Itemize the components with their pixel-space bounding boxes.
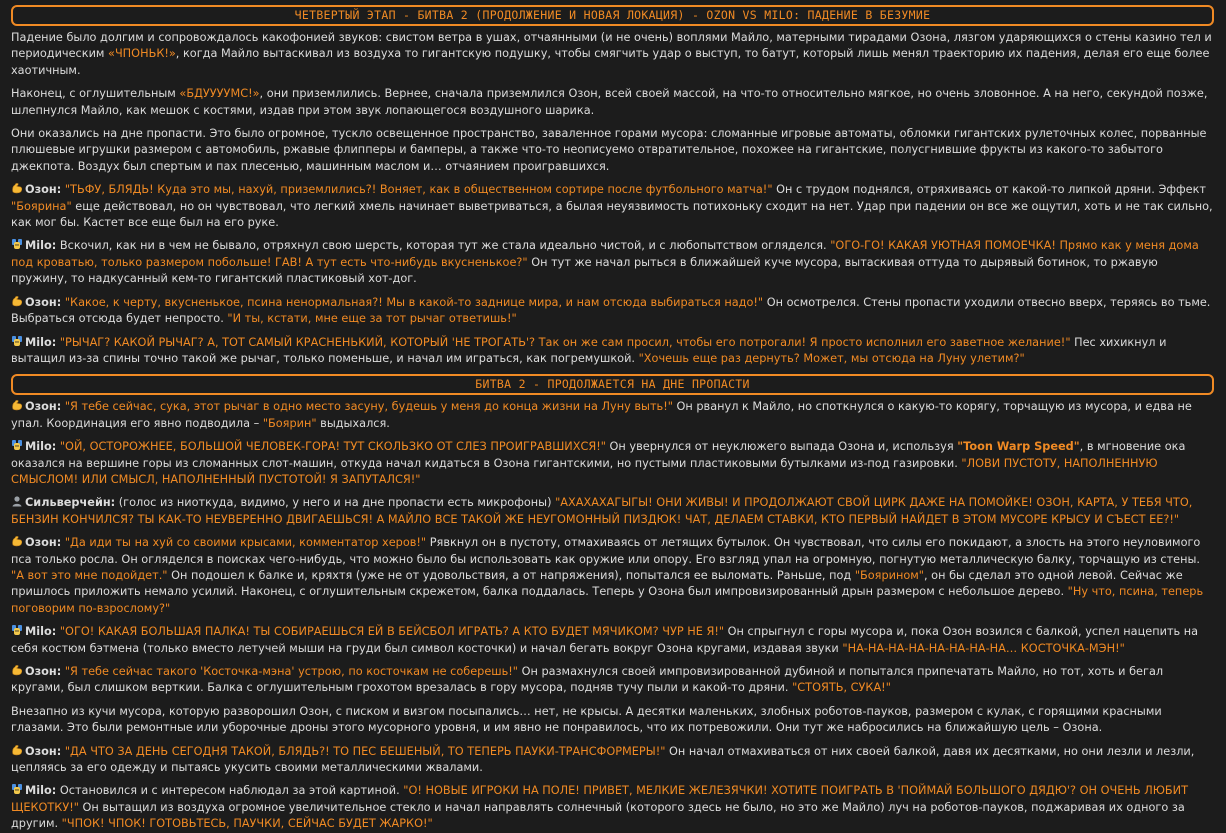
quote-text: "ОЙ, ОСТОРОЖНЕЕ, БОЛЬШОЙ ЧЕЛОВЕК-ГОРА! ТУТ СКОЛЬЗКО ОТ СЛЕЗ ПРОИГРАВШИХСЯ!" <box>59 440 606 454</box>
dialog-entry <box>11 495 1214 528</box>
speaker-name: Озон: <box>25 665 62 678</box>
narration-text: Он подошел к балке и, кряхтя (уже не от удовольствия, а от напряжения), попытался ее выломать. Раньше, под <box>167 568 855 582</box>
flexed-biceps-icon <box>11 744 23 756</box>
narration-text: Он рванул к Майло, но споткнулся о какую-то корягу, торчащую из мусора, и едва не упал. Координация его явно подводила – <box>11 400 1192 430</box>
narration-text: Внезапно из кучи мусора, которую разворошил Озон, с писком и визгом посыпались… нет, не крысы. А десятки маленьких, злобных роботов-пауков, размером с кулак, с горящими красными глазами. Это были ремонтные или уборочные дроны этого мусорного уровня, и им явно не понравилось, что их потревожили. Они тут же набросились на ближайшую цель – Озона. <box>11 704 1162 735</box>
flexed-biceps-icon <box>11 182 23 194</box>
quote-text: "ОГО-ГО! КАКАЯ УЮТНАЯ ПОМОЕЧКА! Прямо как у меня дома под кроватью, только размером побольше! ГАВ! А тут есть что-нибудь вкусненькое?" <box>11 239 1199 269</box>
dialog-entry <box>11 744 1214 777</box>
quote-text: «БДУУУУМС!» <box>179 87 260 101</box>
narration-text: Он спрыгнул с горы мусора и, пока Озон возился с балкой, успел нацепить на себя костюм бэтмена (только вместо летучей мыши на груди был символ косточки) и начал бегать вокруг Озона кругами, издавая звуки <box>11 625 1199 655</box>
dialog-entry <box>11 238 1214 287</box>
paragraph <box>11 126 1214 175</box>
flexed-biceps-icon <box>11 535 23 547</box>
quote-text: "Ну что, псина, теперь поговорим по-взрослому?" <box>11 585 1204 615</box>
speaker-name: Сильверчейн: <box>25 496 116 510</box>
person-silhouette-icon <box>11 495 23 507</box>
speaker-name: Milo: <box>25 625 57 639</box>
paragraph <box>11 704 1214 737</box>
narration-text: Он осмотрелся. Стены пропасти уходили отвесно вверх, теряясь во тьме. Выбраться отсюда будет непросто. <box>11 295 1211 326</box>
dog-face-icon <box>11 624 23 636</box>
quote-text: "СТОЯТЬ, СУКА!" <box>792 681 891 695</box>
narration-text: Он вытащил из воздуха огромное увеличительное стекло и начал направлять солнечный (которого здесь не было, но это же Майло) луч на роботов-пауков, поджаривая их одного за другим. <box>11 800 1185 831</box>
speaker-name: Milo: <box>25 335 57 349</box>
quote-text: "ОГО! КАКАЯ БОЛЬШАЯ ПАЛКА! ТЫ СОБИРАЕШЬСЯ ЕЙ В БЕЙСБОЛ ИГРАТЬ? А КТО БУДЕТ МЯЧИКОМ? ЧУР НЕ Я!" <box>59 625 725 639</box>
narration-text: , он бы сделал это одной левой. Сейчас же пришлось приложить немало усилий. Наконец, с оглушительным скрежетом, балка поддалась. Теперь у Озона был импровизированный дрын размером с небольшое дерево. <box>11 568 1183 599</box>
quote-text: "Я тебе сейчас такого 'Косточка-мэна' устрою, по косточкам не соберешь!" <box>64 665 518 678</box>
speaker-name: Озон: <box>25 744 62 758</box>
dialog-entry <box>11 295 1214 328</box>
quote-text: "Боярина" <box>11 199 72 213</box>
speaker-name: Озон: <box>25 295 62 309</box>
narration-text: Остановился и с интересом наблюдал за этой картиной. <box>56 784 404 798</box>
quote-text: "РЫЧАГ? КАКОЙ РЫЧАГ? А, ТОТ САМЫЙ КРАСНЕНЬКИЙ, КОТОРЫЙ 'НЕ ТРОГАТЬ'? Так он же сам просил, чтобы его потрогали! Я просто исполнил его заветное желание!" <box>59 335 1071 349</box>
narration-text: Он начал отмахиваться от них своей балкой, давя их десятками, но они лезли и лезли, цепляясь за его одежду и пытаясь укусить своими металлическими жвалами. <box>11 744 1195 775</box>
quote-text: "А вот это мне подойдет." <box>11 568 168 582</box>
narration-text: Он увернулся от неуклюжего выпада Озона и, используя <box>605 440 958 454</box>
quote-text: "НА-НА-НА-НА-НА-НА-НА-НА… КОСТОЧКА-МЭН!" <box>842 641 1125 655</box>
narration-text: , в мгновение ока оказался на вершине горы из сломанных слот-машин, откуда начал кидаться в Озона гигантскими, но пустыми пластиковыми бутылками из-под газировки. <box>11 440 1186 470</box>
dog-face-icon <box>11 335 23 347</box>
narration-text: Пес хихикнул и вытащил из-за спины точно такой же рычаг, только поменьше, и начал им играться, как погремушкой. <box>11 335 1167 365</box>
paragraph <box>11 86 1214 119</box>
quote-text: "Хочешь еще раз дернуть? Может, мы отсюда на Луну улетим?" <box>638 351 1025 365</box>
intro-section <box>11 30 1214 175</box>
dog-face-icon <box>11 439 23 451</box>
quote-text: "Да иди ты на хуй со своими крысами, комментатор херов!" <box>64 536 427 550</box>
quote-text: "ТЬФУ, БЛЯДЬ! Куда это мы, нахуй, приземлились?! Воняет, как в общественном сортире после футбольного матча!" <box>64 183 773 197</box>
dialog-entry <box>11 664 1214 697</box>
narration-text: еще действовал, но он чувствовал, что легкий хмель начинает выветриваться, а былая неуязвимость потихоньку сходит на нет. Удар при падении он все же ощутил, хоть и не так сильно, как мог бы. Кастет все еще был на его руке. <box>11 199 1213 230</box>
flexed-biceps-icon <box>11 295 23 307</box>
narration-text: , когда Майло вытаскивал из воздуха то гигантскую подушку, чтобы смягчить удар о выступ, то батут, который лишь менял траекторию их падения, делая его еще более хаотичным. <box>11 47 1210 77</box>
speaker-name: Озон: <box>25 400 62 414</box>
narration-text: Рявкнул он в пустоту, отмахиваясь от летящих бутылок. Он чувствовал, что силы его покидают, а злость на этого неуловимого пса только росла. Он огляделся в поисках чего-нибудь, что можно было бы использовать как оружие или опору. Его взгляд упал на огромную, погнутую металлическую балку, торчащую из стены. <box>11 536 1201 566</box>
narration-text: , они приземлились. Вернее, сначала приземлился Озон, всей своей массой, на что-то относительно мягкое, но очень зловонное. А на него, секундой позже, шлепнулся Майло, как мешок с костями, издав при этом звук лопающегося воздушного шарика. <box>11 87 1208 117</box>
quote-text: "АХАХАХАГЫГЫ! ОНИ ЖИВЫ! И ПРОДОЛЖАЮТ СВОЙ ЦИРК ДАЖЕ НА ПОМОЙКЕ! ОЗОН, КАРТА, У ТЕБЯ ЧТО, БЕНЗИН КОНЧИЛСЯ? ТЫ КАК-ТО НЕУВЕРЕННО ДВИГАЕШЬСЯ! А МАЙЛО ВСЕ ТАКОЙ ЖЕ НЕУГОМОННЫЙ ПИЗДЮК! ЧАТ, ДЕЛАЕМ СТАВКИ, КТО ПЕРВЫЙ НАЙДЕТ В ЭТОМ МУСОРЕ КРЫСУ И СЪЕСТ ЕЕ?!" <box>11 496 1193 526</box>
quote-text: "ЛОВИ ПУСТОТУ, НАПОЛНЕННУЮ СМЫСЛОМ! ИЛИ СМЫСЛ, НАПОЛНЕННЫЙ ПУСТОТОЙ! Я ЗАПУТАЛСЯ!" <box>11 456 1158 486</box>
speaker-name: Milo: <box>25 239 57 253</box>
flexed-biceps-icon <box>11 399 23 411</box>
dog-face-icon <box>11 783 23 795</box>
quote-text: "О! НОВЫЕ ИГРОКИ НА ПОЛЕ! ПРИВЕТ, МЕЛКИЕ ЖЕЛЕЗЯЧКИ! ХОТИТЕ ПОИГРАТЬ В 'ПОЙМАЙ БОЛЬШОГО ДЯДЮ'? ОН ОЧЕНЬ ЛЮБИТ ЩЕКОТКУ!" <box>11 784 1188 814</box>
dialog-entry <box>11 439 1214 488</box>
quote-text: "ДА ЧТО ЗА ДЕНЬ СЕГОДНЯ ТАКОЙ, БЛЯДЬ?! ТО ПЕС БЕШЕНЫЙ, ТО ТЕПЕРЬ ПАУКИ-ТРАНСФОРМЕРЫ!" <box>64 744 666 758</box>
quote-text: "Боярином" <box>854 568 924 582</box>
speaker-name: Milo: <box>25 784 57 798</box>
narration-text: Вскочил, как ни в чем не бывало, отряхнул свою шерсть, которая тут же стала идеально чистой, и с любопытством огляделся. <box>56 239 831 253</box>
quote-text: «ЧПОНЬК!» <box>108 47 176 61</box>
dialog-section-1 <box>11 182 1214 367</box>
speaker-name: Milo: <box>25 440 57 454</box>
paragraph <box>11 30 1214 79</box>
quote-text: "Я тебе сейчас, сука, этот рычаг в одно место засуну, будешь у меня до конца жизни на Луну выть!" <box>64 400 673 414</box>
battle-header: БИТВА 2 - ПРОДОЛЖАЕТСЯ НА ДНЕ ПРОПАСТИ <box>11 374 1214 395</box>
narration-text: Он с трудом поднялся, отряхиваясь от какой-то липкой дряни. Эффект <box>772 183 1207 197</box>
quote-text: "Какое, к черту, вкусненькое, псина ненормальная?! Мы в какой-то заднице мира, и нам отсюда выбираться надо!" <box>64 295 764 309</box>
stage-header: ЧЕТВЕРТЫЙ ЭТАП - БИТВА 2 (ПРОДОЛЖЕНИЕ И НОВАЯ ЛОКАЦИЯ) - OZON VS MILO: ПАДЕНИЕ В БЕЗУМИЕ <box>11 5 1214 26</box>
speaker-name: Озон: <box>25 183 62 197</box>
narration-text: Падение было долгим и сопровождалось какофонией звуков: свистом ветра в ушах, отчаянными (и не очень) воплями Майло, матерными тирадами Озона, лязгом ударяющихся о стены казино тел и периодическим <box>11 31 1212 61</box>
flexed-biceps-icon <box>11 664 23 676</box>
dog-face-icon <box>11 238 23 250</box>
narration-text: (голос из ниоткуда, видимо, у него и на дне пропасти есть микрофоны) <box>115 496 556 510</box>
dialog-entry <box>11 399 1214 432</box>
dialog-entry <box>11 624 1214 657</box>
narration-text: Они оказались на дне пропасти. Это было огромное, тускло освещенное пространство, заваленное горами мусора: сломанные игровые автоматы, обломки гигантских рулеточных колес, порванные плюшевые игрушки размером с автомобиль, ржавые флипперы и бамперы, а также что-то неописуемо отвратительное, похожее на гигантские, полусгнившие фрукты из какого-то забытого джекпота. Воздух был спертым и пах плесенью, машинным маслом и… отчаянием проигравшихся. <box>11 127 1207 173</box>
narration-text: Наконец, с оглушительным <box>11 87 180 101</box>
narration-text: Он тут же начал рыться в ближайшей куче мусора, вытаскивая оттуда то дырявый ботинок, то ржавую пружину, то надкусанный кем-то гигантский пластиковый хот-дог. <box>11 255 1158 286</box>
dialog-entry <box>11 783 1214 832</box>
quote-text: "ЧПОК! ЧПОК! ГОТОВЬТЕСЬ, ПАУЧКИ, СЕЙЧАС БУДЕТ ЖАРКО!" <box>61 817 433 831</box>
speaker-name: Озон: <box>25 536 62 550</box>
dialog-section-2 <box>11 399 1214 832</box>
quote-text: "И ты, кстати, мне еще за тот рычаг ответишь!" <box>227 312 517 326</box>
narration-text: Он размахнулся своей импровизированной дубиной и попытался припечатать Майло, но тот, хоть и бегал кругами, был слишком верткии. Балка с оглушительным грохотом врезалась в гору мусора, подняв тучу пыли и какой-то дряни. <box>11 665 1164 695</box>
quote-text: "Боярин" <box>262 416 317 430</box>
dialog-entry <box>11 335 1214 368</box>
narration-text: выдыхался. <box>316 416 390 430</box>
dialog-entry <box>11 535 1214 617</box>
dialog-entry <box>11 182 1214 231</box>
quote-text: "Toon Warp Speed" <box>957 440 1080 454</box>
